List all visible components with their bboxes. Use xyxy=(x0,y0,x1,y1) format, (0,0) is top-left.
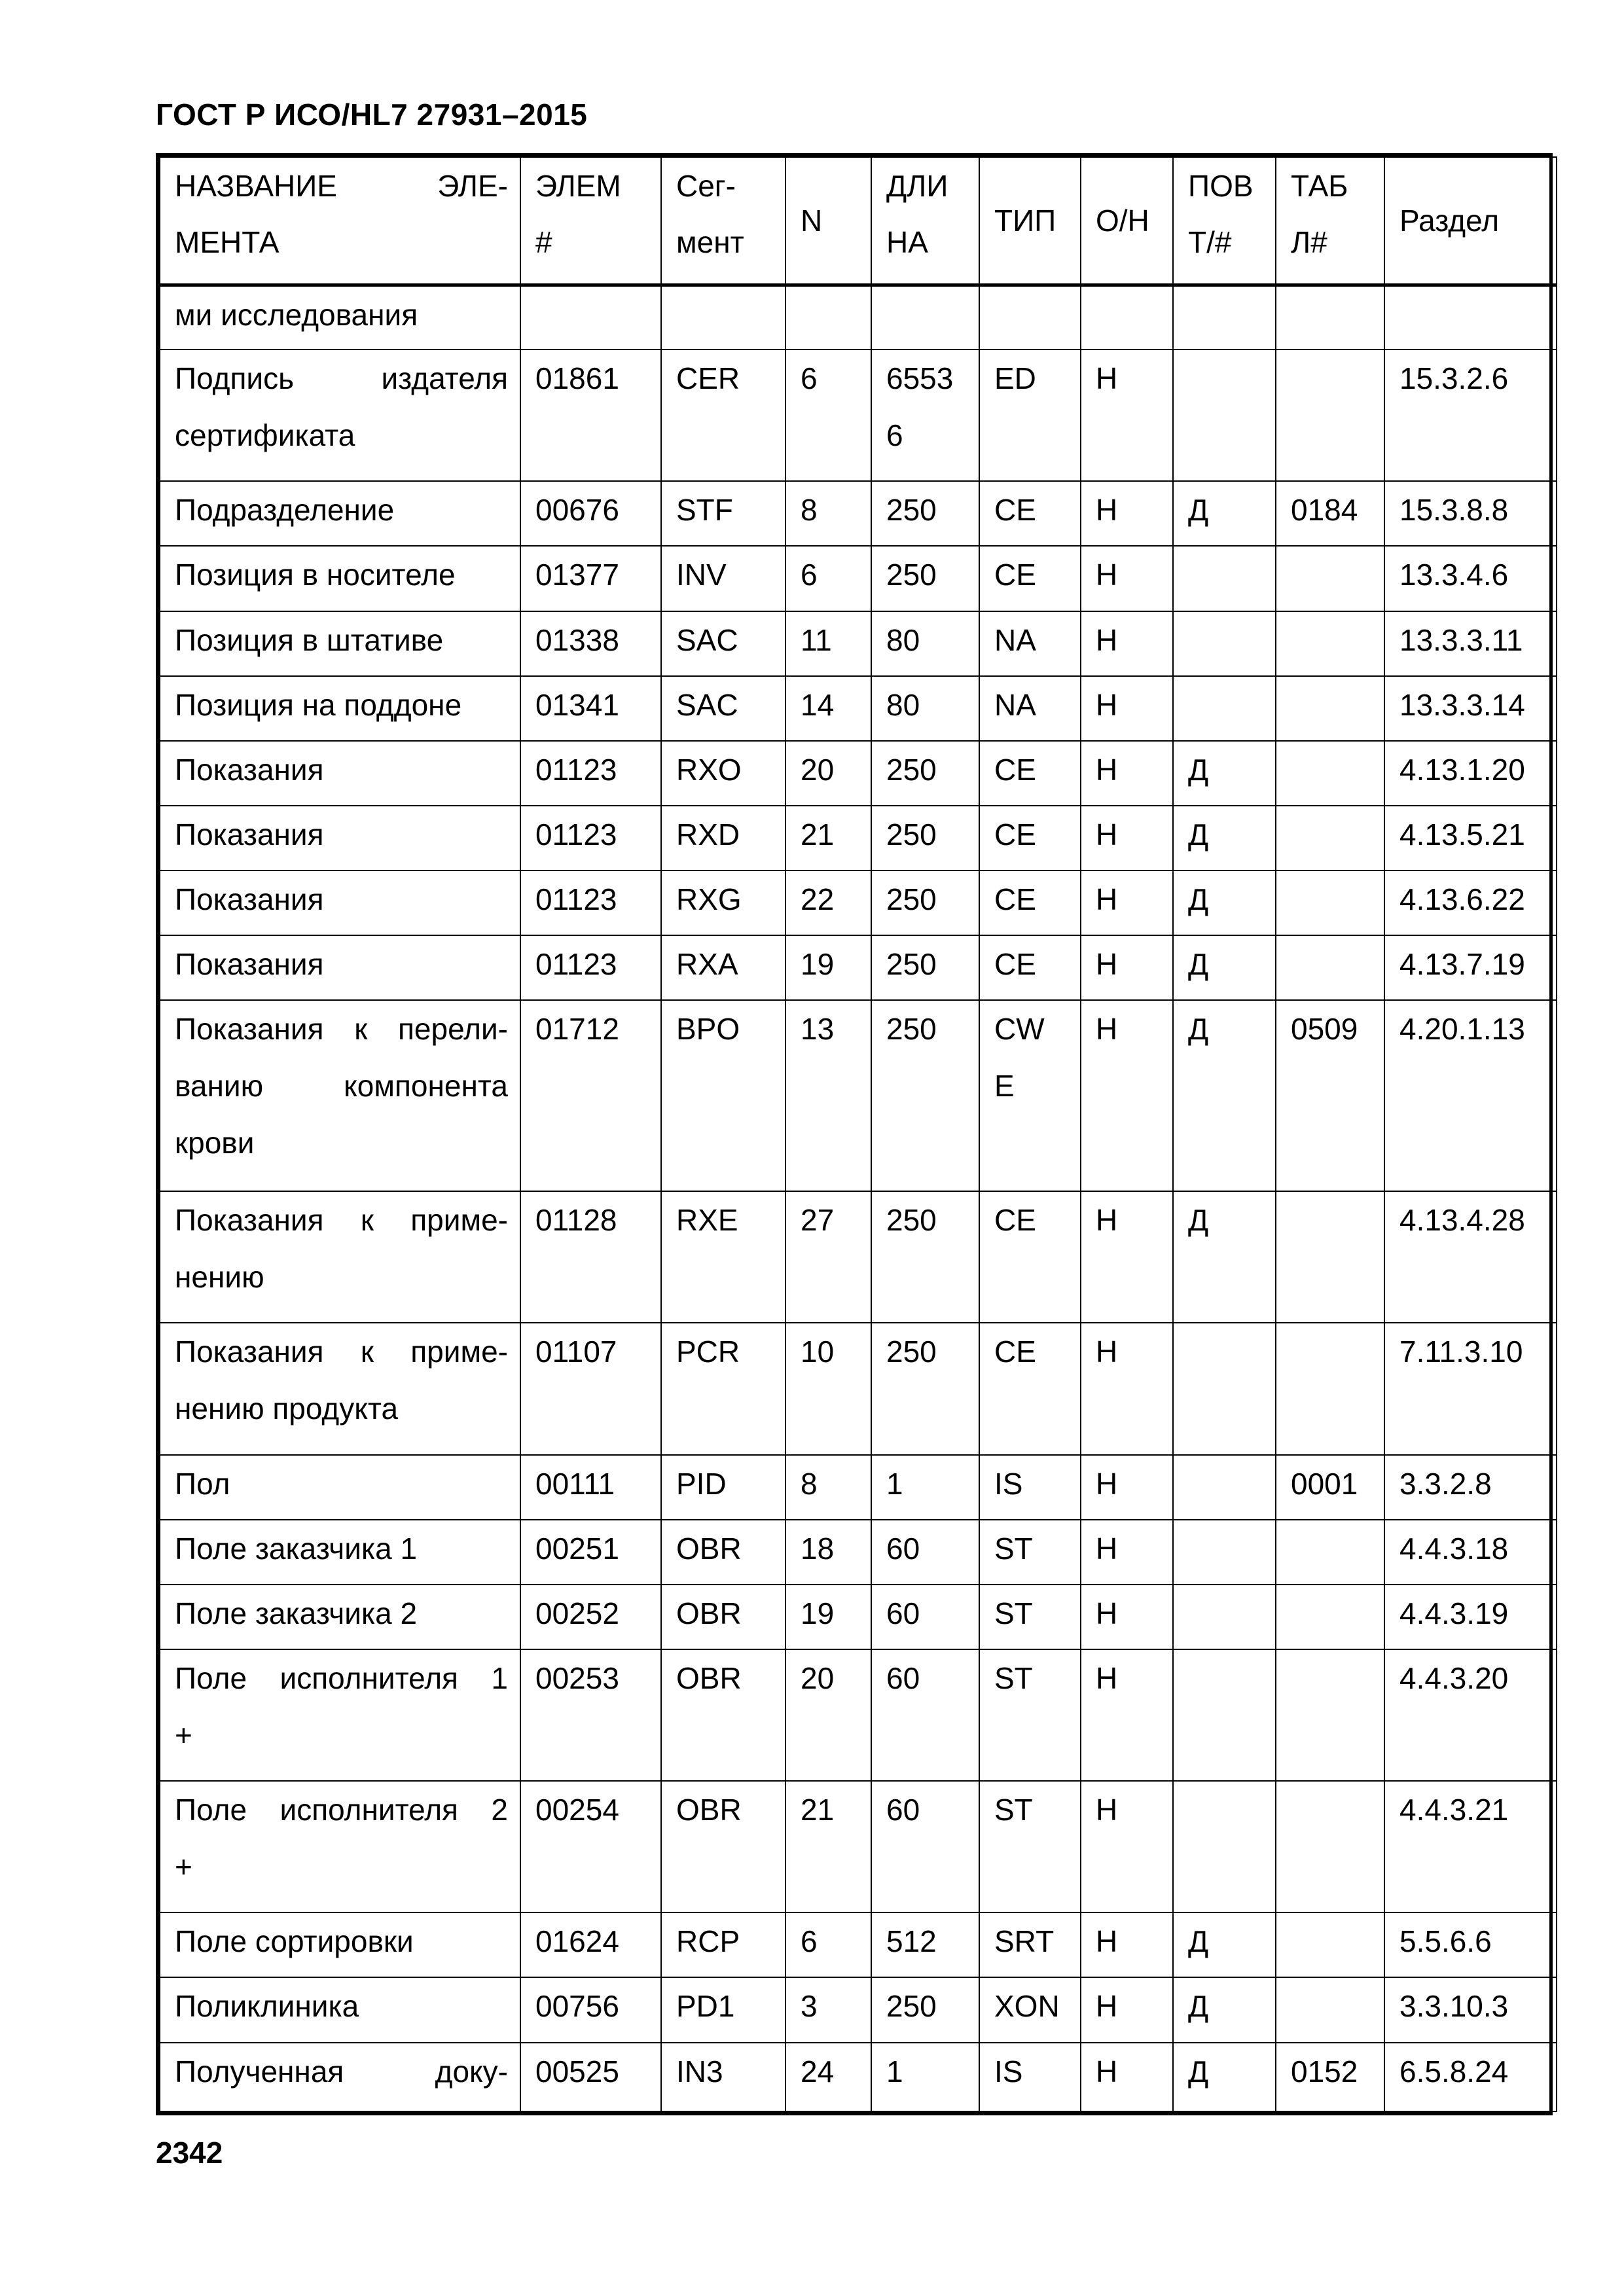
cell-segment: OBR xyxy=(661,1585,785,1649)
column-header-opt: О/Н xyxy=(1081,157,1173,285)
cell-elem: 00251 xyxy=(520,1520,661,1585)
table-row xyxy=(160,350,1557,481)
table-row xyxy=(160,870,1557,935)
cell-name: Позиция на поддоне xyxy=(160,676,520,741)
cell-type: CE xyxy=(979,1323,1081,1454)
cell-type: CE xyxy=(979,806,1081,870)
cell-segment: OBR xyxy=(661,1520,785,1585)
cell-table: 0509 xyxy=(1276,1000,1384,1191)
cell-table xyxy=(1276,806,1384,870)
cell-rep xyxy=(1173,546,1276,611)
cell-type: ST xyxy=(979,1585,1081,1649)
cell-segment: SAC xyxy=(661,676,785,741)
cell-length: 80 xyxy=(871,611,979,676)
cell-rep xyxy=(1173,611,1276,676)
cell-length: 1 xyxy=(871,2043,979,2111)
cell-name: Показания xyxy=(160,741,520,806)
cell-table xyxy=(1276,1977,1384,2042)
cell-section: 3.3.10.3 xyxy=(1384,1977,1557,2042)
cell-opt: Н xyxy=(1081,1455,1173,1520)
cell-rep: Д xyxy=(1173,935,1276,1000)
cell-section: 13.3.3.14 xyxy=(1384,676,1557,741)
cell-name: Поле заказчика 2 xyxy=(160,1585,520,1649)
column-header-elem: ЭЛЕМ # xyxy=(520,157,661,285)
cell-elem: 00253 xyxy=(520,1649,661,1781)
cell-n: 19 xyxy=(785,935,871,1000)
cell-type: CW E xyxy=(979,1000,1081,1191)
cell-rep xyxy=(1173,1455,1276,1520)
table-row xyxy=(160,676,1557,741)
cell-name: Поле заказчика 1 xyxy=(160,1520,520,1585)
cell-type: CE xyxy=(979,870,1081,935)
cell-rep xyxy=(1173,285,1276,350)
cell-section: 4.4.3.19 xyxy=(1384,1585,1557,1649)
table-row xyxy=(160,481,1557,546)
table-row xyxy=(160,1520,1557,1585)
cell-segment xyxy=(661,285,785,350)
cell-segment: PD1 xyxy=(661,1977,785,2042)
cell-opt: Н xyxy=(1081,1912,1173,1977)
cell-section: 4.20.1.13 xyxy=(1384,1000,1557,1191)
document-header: ГОСТ Р ИСО/HL7 27931–2015 xyxy=(156,98,588,132)
cell-opt: Н xyxy=(1081,806,1173,870)
cell-type: XON xyxy=(979,1977,1081,2042)
cell-length: 250 xyxy=(871,935,979,1000)
cell-opt: Н xyxy=(1081,481,1173,546)
table-row xyxy=(160,741,1557,806)
cell-opt: Н xyxy=(1081,1649,1173,1781)
cell-segment: CER xyxy=(661,350,785,481)
cell-rep: Д xyxy=(1173,1912,1276,1977)
cell-table xyxy=(1276,1191,1384,1323)
cell-n: 21 xyxy=(785,806,871,870)
cell-rep: Д xyxy=(1173,870,1276,935)
cell-elem: 00676 xyxy=(520,481,661,546)
cell-name: Показания к приме- нению xyxy=(160,1191,520,1323)
column-header-table: ТАБ Л# xyxy=(1276,157,1384,285)
cell-opt: Н xyxy=(1081,546,1173,611)
cell-n: 22 xyxy=(785,870,871,935)
cell-segment: BPO xyxy=(661,1000,785,1191)
cell-table xyxy=(1276,935,1384,1000)
cell-table xyxy=(1276,1781,1384,1912)
cell-name: Поле сортировки xyxy=(160,1912,520,1977)
table-row xyxy=(160,1912,1557,1977)
cell-length: 250 xyxy=(871,1977,979,2042)
cell-n: 13 xyxy=(785,1000,871,1191)
cell-length: 1 xyxy=(871,1455,979,1520)
cell-segment: IN3 xyxy=(661,2043,785,2111)
cell-type: IS xyxy=(979,1455,1081,1520)
cell-opt: Н xyxy=(1081,870,1173,935)
cell-section xyxy=(1384,285,1557,350)
cell-elem: 01128 xyxy=(520,1191,661,1323)
cell-type: NA xyxy=(979,676,1081,741)
column-header-rep: ПОВ Т/# xyxy=(1173,157,1276,285)
cell-table xyxy=(1276,350,1384,481)
cell-type: CE xyxy=(979,741,1081,806)
table-row xyxy=(160,1649,1557,1781)
cell-n: 21 xyxy=(785,1781,871,1912)
cell-rep: Д xyxy=(1173,1000,1276,1191)
column-header-type: ТИП xyxy=(979,157,1081,285)
cell-elem: 00756 xyxy=(520,1977,661,2042)
cell-table xyxy=(1276,870,1384,935)
cell-section: 4.13.6.22 xyxy=(1384,870,1557,935)
cell-table: 0001 xyxy=(1276,1455,1384,1520)
cell-name: Показания к перели- ванию компонента крови xyxy=(160,1000,520,1191)
cell-section: 4.4.3.18 xyxy=(1384,1520,1557,1585)
cell-table xyxy=(1276,285,1384,350)
column-header-name: НАЗВАНИЕ ЭЛЕ- МЕНТА xyxy=(160,157,520,285)
cell-rep: Д xyxy=(1173,1977,1276,2042)
table-row xyxy=(160,611,1557,676)
cell-segment: OBR xyxy=(661,1781,785,1912)
cell-name: Пол xyxy=(160,1455,520,1520)
cell-table: 0152 xyxy=(1276,2043,1384,2111)
cell-name: Поле исполнителя 1 + xyxy=(160,1649,520,1781)
cell-n: 27 xyxy=(785,1191,871,1323)
cell-elem: 01341 xyxy=(520,676,661,741)
cell-length: 60 xyxy=(871,1585,979,1649)
cell-rep xyxy=(1173,350,1276,481)
cell-name: Позиция в штативе xyxy=(160,611,520,676)
cell-segment: PID xyxy=(661,1455,785,1520)
cell-length: 60 xyxy=(871,1520,979,1585)
cell-opt: Н xyxy=(1081,1520,1173,1585)
table-row xyxy=(160,2043,1557,2111)
table-row xyxy=(160,1455,1557,1520)
cell-table: 0184 xyxy=(1276,481,1384,546)
cell-rep: Д xyxy=(1173,2043,1276,2111)
cell-n xyxy=(785,285,871,350)
cell-length: 250 xyxy=(871,870,979,935)
cell-n: 10 xyxy=(785,1323,871,1454)
column-header-n: N xyxy=(785,157,871,285)
cell-type: ST xyxy=(979,1520,1081,1585)
cell-type xyxy=(979,285,1081,350)
cell-name: Полученная доку- xyxy=(160,2043,520,2111)
cell-elem: 01377 xyxy=(520,546,661,611)
cell-table xyxy=(1276,1323,1384,1454)
table-row xyxy=(160,285,1557,350)
table-row xyxy=(160,1000,1557,1191)
cell-n: 20 xyxy=(785,1649,871,1781)
cell-opt: Н xyxy=(1081,935,1173,1000)
cell-section: 13.3.3.11 xyxy=(1384,611,1557,676)
column-header-length: ДЛИ НА xyxy=(871,157,979,285)
cell-name: Поликлиника xyxy=(160,1977,520,2042)
cell-opt: Н xyxy=(1081,1323,1173,1454)
cell-opt: Н xyxy=(1081,676,1173,741)
cell-length: 60 xyxy=(871,1649,979,1781)
cell-opt xyxy=(1081,285,1173,350)
cell-elem: 01712 xyxy=(520,1000,661,1191)
cell-elem: 00252 xyxy=(520,1585,661,1649)
cell-segment: RXE xyxy=(661,1191,785,1323)
cell-length: 250 xyxy=(871,806,979,870)
cell-type: CE xyxy=(979,481,1081,546)
cell-section: 4.13.4.28 xyxy=(1384,1191,1557,1323)
cell-rep xyxy=(1173,1585,1276,1649)
cell-segment: RXD xyxy=(661,806,785,870)
cell-segment: STF xyxy=(661,481,785,546)
cell-opt: Н xyxy=(1081,2043,1173,2111)
cell-type: SRT xyxy=(979,1912,1081,1977)
cell-table xyxy=(1276,1585,1384,1649)
cell-rep xyxy=(1173,1649,1276,1781)
cell-rep xyxy=(1173,1323,1276,1454)
cell-opt: Н xyxy=(1081,1191,1173,1323)
cell-length: 250 xyxy=(871,546,979,611)
column-header-segment: Сег- мент xyxy=(661,157,785,285)
cell-name: Позиция в носителе xyxy=(160,546,520,611)
cell-rep: Д xyxy=(1173,741,1276,806)
cell-elem: 01123 xyxy=(520,806,661,870)
cell-name: ми исследования xyxy=(160,285,520,350)
cell-type: ED xyxy=(979,350,1081,481)
cell-elem: 01123 xyxy=(520,870,661,935)
cell-name: Показания к приме- нению продукта xyxy=(160,1323,520,1454)
cell-opt: Н xyxy=(1081,350,1173,481)
cell-rep: Д xyxy=(1173,806,1276,870)
cell-segment: PCR xyxy=(661,1323,785,1454)
cell-name: Показания xyxy=(160,806,520,870)
cell-table xyxy=(1276,1520,1384,1585)
cell-rep: Д xyxy=(1173,481,1276,546)
cell-table xyxy=(1276,741,1384,806)
cell-length: 80 xyxy=(871,676,979,741)
cell-type: IS xyxy=(979,2043,1081,2111)
table-row xyxy=(160,806,1557,870)
table-header-row xyxy=(160,157,1557,285)
cell-n: 19 xyxy=(785,1585,871,1649)
cell-section: 4.4.3.20 xyxy=(1384,1649,1557,1781)
cell-length: 512 xyxy=(871,1912,979,1977)
cell-segment: RXO xyxy=(661,741,785,806)
cell-rep: Д xyxy=(1173,1191,1276,1323)
cell-section: 15.3.8.8 xyxy=(1384,481,1557,546)
table-row xyxy=(160,1585,1557,1649)
cell-length: 250 xyxy=(871,481,979,546)
cell-n: 11 xyxy=(785,611,871,676)
cell-table xyxy=(1276,546,1384,611)
cell-rep xyxy=(1173,1781,1276,1912)
cell-opt: Н xyxy=(1081,1585,1173,1649)
cell-length: 250 xyxy=(871,1000,979,1191)
cell-n: 18 xyxy=(785,1520,871,1585)
cell-section: 4.4.3.21 xyxy=(1384,1781,1557,1912)
cell-elem: 01123 xyxy=(520,935,661,1000)
elements-table-container xyxy=(156,153,1553,2115)
cell-type: ST xyxy=(979,1781,1081,1912)
cell-elem: 00254 xyxy=(520,1781,661,1912)
elements-table xyxy=(159,156,1557,2112)
cell-table xyxy=(1276,1649,1384,1781)
cell-segment: OBR xyxy=(661,1649,785,1781)
cell-opt: Н xyxy=(1081,611,1173,676)
cell-type: CE xyxy=(979,546,1081,611)
cell-n: 14 xyxy=(785,676,871,741)
cell-name: Показания xyxy=(160,935,520,1000)
cell-segment: RXA xyxy=(661,935,785,1000)
cell-n: 3 xyxy=(785,1977,871,2042)
table-row xyxy=(160,546,1557,611)
cell-section: 13.3.4.6 xyxy=(1384,546,1557,611)
cell-section: 6.5.8.24 xyxy=(1384,2043,1557,2111)
table-row xyxy=(160,1977,1557,2042)
cell-length: 60 xyxy=(871,1781,979,1912)
cell-length: 250 xyxy=(871,741,979,806)
cell-n: 6 xyxy=(785,1912,871,1977)
cell-type: ST xyxy=(979,1649,1081,1781)
cell-opt: Н xyxy=(1081,1000,1173,1191)
cell-n: 6 xyxy=(785,546,871,611)
cell-elem: 01338 xyxy=(520,611,661,676)
cell-rep xyxy=(1173,676,1276,741)
cell-opt: Н xyxy=(1081,741,1173,806)
table-body xyxy=(160,285,1557,2111)
cell-elem xyxy=(520,285,661,350)
cell-segment: RCP xyxy=(661,1912,785,1977)
cell-opt: Н xyxy=(1081,1977,1173,2042)
cell-name: Показания xyxy=(160,870,520,935)
cell-elem: 00525 xyxy=(520,2043,661,2111)
cell-type: CE xyxy=(979,935,1081,1000)
cell-segment: INV xyxy=(661,546,785,611)
cell-section: 4.13.7.19 xyxy=(1384,935,1557,1000)
cell-table xyxy=(1276,611,1384,676)
cell-segment: SAC xyxy=(661,611,785,676)
cell-elem: 01861 xyxy=(520,350,661,481)
cell-section: 4.13.5.21 xyxy=(1384,806,1557,870)
cell-section: 3.3.2.8 xyxy=(1384,1455,1557,1520)
cell-table xyxy=(1276,676,1384,741)
cell-n: 8 xyxy=(785,481,871,546)
cell-n: 8 xyxy=(785,1455,871,1520)
cell-section: 7.11.3.10 xyxy=(1384,1323,1557,1454)
cell-elem: 01123 xyxy=(520,741,661,806)
cell-opt: Н xyxy=(1081,1781,1173,1912)
cell-type: CE xyxy=(979,1191,1081,1323)
table-row xyxy=(160,935,1557,1000)
cell-table xyxy=(1276,1912,1384,1977)
column-header-section: Раздел xyxy=(1384,157,1557,285)
table-row xyxy=(160,1323,1557,1454)
page-number: 2342 xyxy=(156,2136,223,2170)
cell-n: 24 xyxy=(785,2043,871,2111)
cell-section: 4.13.1.20 xyxy=(1384,741,1557,806)
cell-elem: 01624 xyxy=(520,1912,661,1977)
cell-name: Поле исполнителя 2 + xyxy=(160,1781,520,1912)
cell-length: 6553 6 xyxy=(871,350,979,481)
table-row xyxy=(160,1191,1557,1323)
cell-section: 15.3.2.6 xyxy=(1384,350,1557,481)
cell-length: 250 xyxy=(871,1323,979,1454)
table-row xyxy=(160,1781,1557,1912)
cell-elem: 00111 xyxy=(520,1455,661,1520)
cell-type: NA xyxy=(979,611,1081,676)
cell-name: Подразделение xyxy=(160,481,520,546)
cell-n: 6 xyxy=(785,350,871,481)
cell-length xyxy=(871,285,979,350)
cell-rep xyxy=(1173,1520,1276,1585)
cell-elem: 01107 xyxy=(520,1323,661,1454)
cell-segment: RXG xyxy=(661,870,785,935)
cell-name: Подпись издателя сертификата xyxy=(160,350,520,481)
cell-length: 250 xyxy=(871,1191,979,1323)
cell-n: 20 xyxy=(785,741,871,806)
cell-section: 5.5.6.6 xyxy=(1384,1912,1557,1977)
